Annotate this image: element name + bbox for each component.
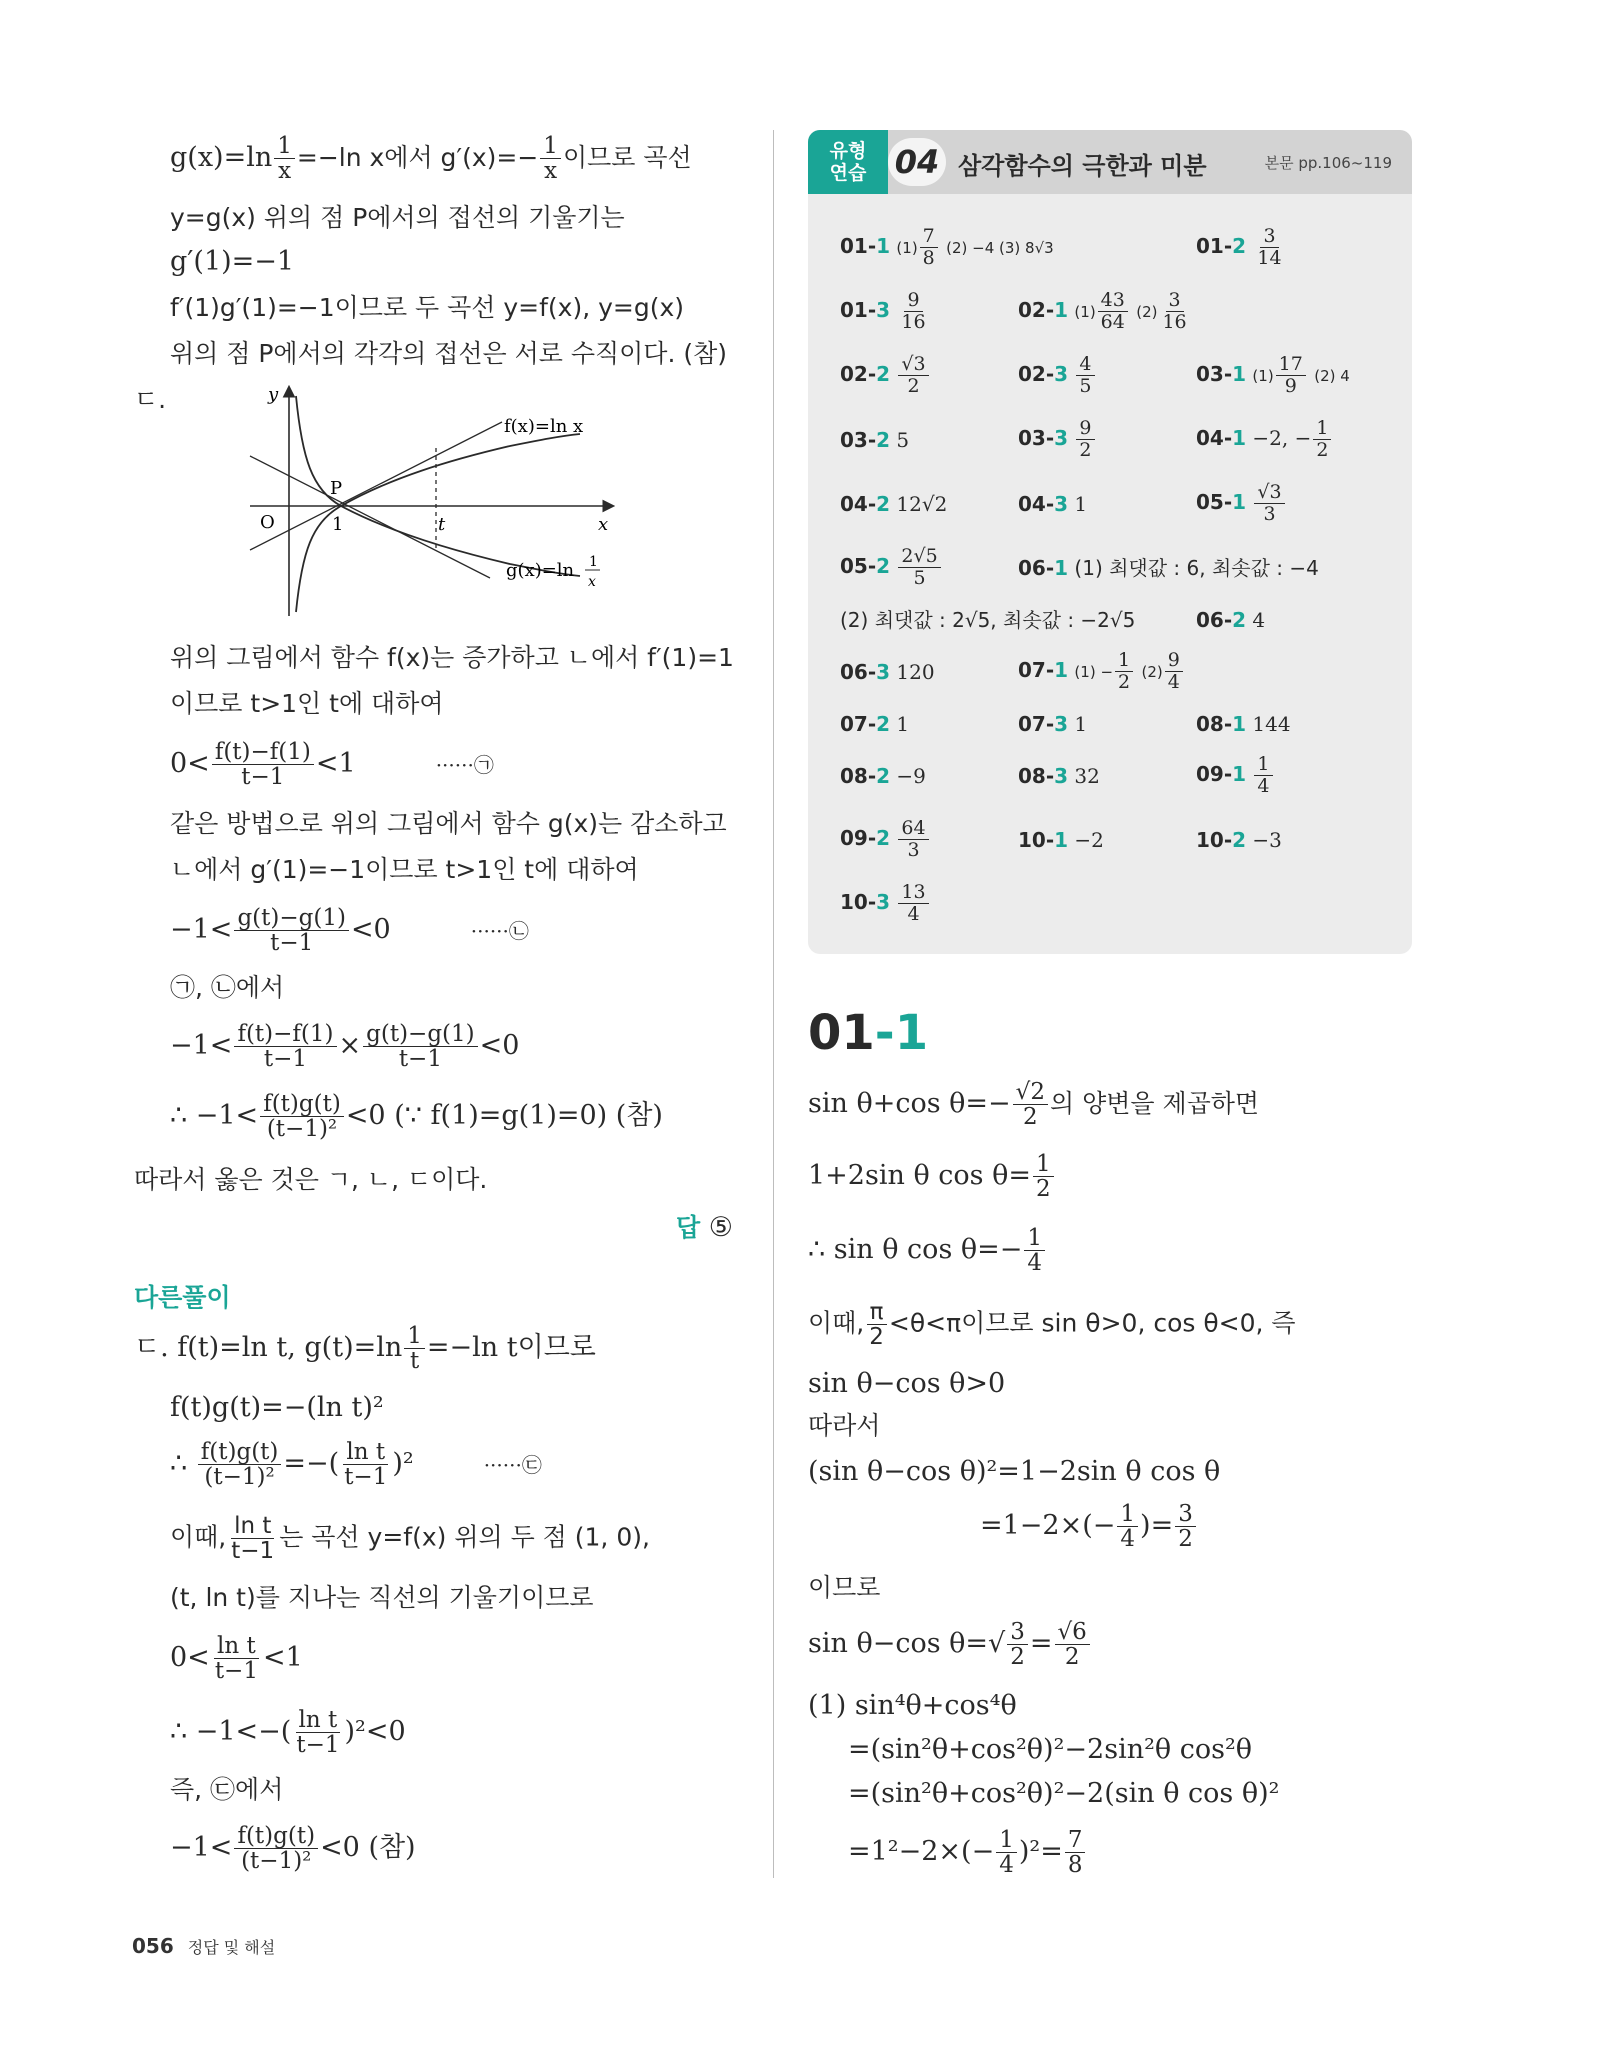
alt-line-4: 이때, $\frac{\text{ln t}}{t-1}$ 는 곡선 y=f(x) 위의 두 점 (1, 0), — [170, 1513, 650, 1564]
alt-line-3: ∴ $\frac{f(t)g(t)}{\text{(t−1)²}}$ =−( $\frac{\text{ln t}}{t-1}$ )² ······㉢ — [170, 1439, 542, 1490]
line-t-condition: 이므로 t>1인 t에 대하여 — [170, 689, 444, 718]
sol-line-9: 이므로 — [808, 1573, 881, 1602]
answer-09-1: 09-1 $\frac{1}{4}$ — [1196, 754, 1275, 797]
answer-03-2: 03-2 5 — [840, 428, 910, 452]
panel-title: 삼각함수의 극한과 미분 — [958, 152, 1207, 180]
answer-07-3: 07-3 1 — [1018, 712, 1088, 736]
answer-03-3: 03-3 $\frac{9}{2}$ — [1018, 418, 1097, 461]
sol-line-2: 1+2sin θ cos θ= $\frac{1}{2}$ — [808, 1152, 1056, 1201]
page-number: 056 — [132, 1934, 174, 1958]
sol-line-10: sin θ−cos θ=√ $\frac{3}{2}$ = $\frac{√6}{2}$ — [808, 1620, 1092, 1669]
sol-line-8: =1−2×(− $\frac{1}{4}$ )= $\frac{3}{2}$ — [980, 1502, 1198, 1551]
line-g-prime: ㄴ에서 g′(1)=−1이므로 t>1인 t에 대하여 — [170, 855, 639, 884]
answer-08-1: 08-1 144 — [1196, 712, 1291, 736]
chapter-number: 04 — [888, 138, 946, 186]
alt-line-2: f(t)g(t)=−(ln t)² — [170, 1392, 384, 1423]
alt-line-1: ㄷ. f(t)=ln t, g(t)=ln $\frac{1}{t}$ =−ln t이므로 — [134, 1323, 596, 1374]
answer-05-1: 05-1 $\frac{√3}{3}$ — [1196, 482, 1287, 525]
label-y: y — [268, 384, 279, 405]
line-tangent-slope: y=g(x) 위의 점 P에서의 접선의 기울기는 — [170, 203, 625, 232]
label-origin: O — [260, 512, 275, 533]
alt-solution-title: 다른풀이 — [134, 1283, 231, 1312]
ineq-1: 0< $\frac{f(t)-f(1)}{t-1}$ <1 ······㉠ — [170, 739, 494, 790]
line-g-prime-value: g′(1)=−1 — [170, 246, 295, 277]
ineq-3: −1< $\frac{f(t)-f(1)}{t-1}$ × $\frac{g(t)-g(1)}{t-1}$ <0 — [170, 1021, 520, 1072]
answer-06-1-part2: (2) 최댓값 : 2√5, 최솟값 : −2√5 — [840, 608, 1136, 632]
answer-panel-body — [808, 194, 1412, 954]
solution-heading: 01-1 — [808, 1005, 929, 1061]
answer-04-2: 04-2 12√2 — [840, 492, 948, 516]
answer-01-2: 01-2 $\frac{3}{14}$ — [1196, 225, 1282, 269]
answer-06-1: 06-1 (1) 최댓값 : 6, 최솟값 : −4 — [1018, 556, 1319, 580]
sol-line-1: sin θ+cos θ=− $\frac{√2}{2}$ 의 양변을 제곱하면 — [808, 1079, 1260, 1130]
alt-line-9: −1< $\frac{f(t)g(t)}{\text{(t−1)²}}$ <0 (참) — [170, 1823, 416, 1874]
answer-04-1: 04-1 −2, − $\frac{1}{2}$ — [1196, 418, 1333, 461]
answer-panel-header — [808, 130, 1412, 194]
alt-line-8: 즉, ㉢에서 — [170, 1775, 284, 1804]
ineq-2: −1< $\frac{g(t)-g(1)}{t-1}$ <0 ······㉡ — [170, 905, 529, 956]
label-one: 1 — [332, 514, 344, 535]
ineq-4: ∴ −1< $\frac{f(t)g(t)}{\text{(t−1)²}}$ <0 (∵ f(1)=g(1)=0) (참) — [170, 1091, 663, 1142]
answer-06-2: 06-2 4 — [1196, 608, 1266, 632]
alt-line-6: 0< $\frac{\text{ln t}}{t-1}$ <1 — [170, 1633, 303, 1684]
answer-06-3: 06-3 120 — [840, 660, 935, 684]
alt-line-7: ∴ −1<−( $\frac{\text{ln t}}{t-1}$ )²<0 — [170, 1707, 406, 1758]
answer-09-2: 09-2 $\frac{64}{3}$ — [840, 818, 931, 861]
alt-line-5: (t, ln t)를 지나는 직선의 기울기이므로 — [170, 1583, 594, 1612]
label-g-curve: g(x)=ln — [506, 560, 575, 581]
line-f-increasing: 위의 그림에서 함수 f(x)는 증가하고 ㄴ에서 f′(1)=1 — [170, 643, 734, 672]
sol-line-3: ∴ sin θ cos θ=− $\frac{1}{4}$ — [808, 1226, 1047, 1275]
type-practice-tag: 유형 연습 — [808, 130, 888, 194]
tangent-g — [250, 422, 502, 550]
answer-08-3: 08-3 32 — [1018, 764, 1100, 788]
label-g-x: x — [588, 574, 596, 590]
label-p: P — [330, 478, 343, 499]
page-reference: 본문 pp.106~119 — [1264, 154, 1392, 172]
answer-02-3: 02-3 $\frac{4}{5}$ — [1018, 354, 1097, 397]
answer: 답 ⑤ — [676, 1212, 733, 1243]
label-t: t — [438, 514, 446, 535]
sol-line-14: =1²−2×(− $\frac{1}{4}$ )²= $\frac{7}{8}$ — [848, 1828, 1087, 1877]
answer-05-2: 05-2 $\frac{2√5}{5}$ — [840, 546, 943, 589]
line-g-decreasing: 같은 방법으로 위의 그림에서 함수 g(x)는 감소하고 — [170, 809, 727, 838]
log-graph — [240, 382, 620, 622]
answer-10-3: 10-3 $\frac{13}{4}$ — [840, 882, 931, 925]
answer-10-2: 10-2 −3 — [1196, 828, 1282, 852]
answer-10-1: 10-1 −2 — [1018, 828, 1104, 852]
label-f-curve: f(x)=ln x — [504, 416, 584, 437]
sol-line-6: 따라서 — [808, 1411, 881, 1440]
sol-line-7: (sin θ−cos θ)²=1−2sin θ cos θ — [808, 1456, 1221, 1487]
answer-04-3: 04-3 1 — [1018, 492, 1088, 516]
item-c-label: ㄷ. — [134, 385, 167, 414]
line-g-derivative: g(x)=ln $\frac{1}{x}$ =−ln x에서 g′(x)=− $\frac{1}{x}$ 이므로 곡선 — [170, 133, 692, 184]
line-conclusion: 따라서 옳은 것은 ㄱ, ㄴ, ㄷ이다. — [134, 1165, 488, 1194]
answer-02-1: 02-1 (1) $\frac{43}{64}$ (2) $\frac{3}{16}$ — [1018, 289, 1187, 333]
sol-line-5: sin θ−cos θ>0 — [808, 1368, 1006, 1399]
tangent-f — [250, 456, 490, 578]
answer-03-1: 03-1 (1) $\frac{17}{9}$ (2) 4 — [1196, 353, 1350, 397]
sol-line-12: =(sin²θ+cos²θ)²−2sin²θ cos²θ — [848, 1734, 1253, 1765]
page-footer — [132, 1934, 275, 1958]
answer-08-2: 08-2 −9 — [840, 764, 926, 788]
sol-line-13: =(sin²θ+cos²θ)²−2(sin θ cos θ)² — [848, 1778, 1280, 1809]
answer-07-2: 07-2 1 — [840, 712, 910, 736]
answer-01-3: 01-3 $\frac{9}{16}$ — [840, 289, 926, 333]
footer-label: 정답 및 해설 — [187, 1938, 276, 1957]
answer-02-2: 02-2 $\frac{√3}{2}$ — [840, 354, 931, 397]
sol-line-11: (1) sin⁴θ+cos⁴θ — [808, 1690, 1017, 1721]
sol-line-4: 이때, $\frac{\pi}{2}$ <θ<π이므로 sin θ>0, cos θ<0, 즉 — [808, 1299, 1296, 1350]
answer-01-1: 01-1 (1) $\frac{7}{8}$ (2) −4 (3) 8√3 — [840, 225, 1054, 269]
column-divider — [773, 130, 774, 1878]
label-g-one: 1 — [589, 554, 598, 570]
answer-07-1: 07-1 (1) − $\frac{1}{2}$ (2) $\frac{9}{4}$ — [1018, 650, 1185, 693]
line-product: f′(1)g′(1)=−1이므로 두 곡선 y=f(x), y=g(x) — [170, 293, 685, 322]
label-x: x — [598, 514, 609, 535]
line-from-marks: ㉠, ㉡에서 — [170, 973, 285, 1002]
line-perpendicular: 위의 점 P에서의 각각의 접선은 서로 수직이다. (참) — [170, 339, 728, 368]
